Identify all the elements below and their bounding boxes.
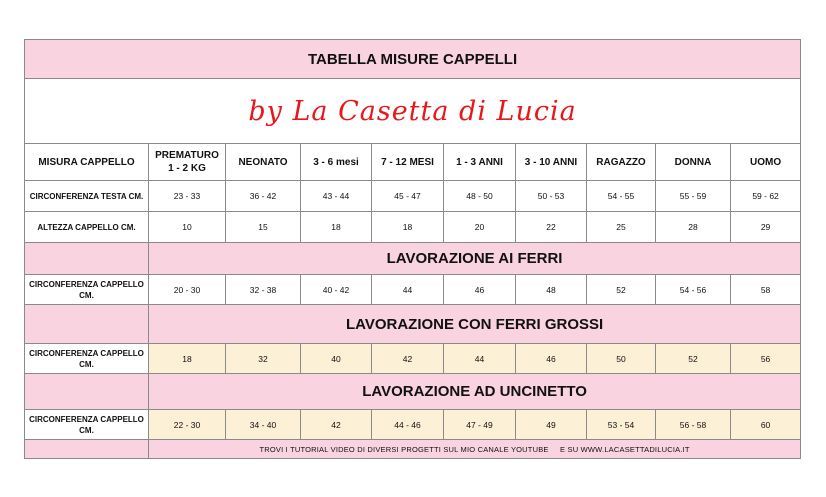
section-title-uncinetto: LAVORAZIONE AD UNCINETTO [149, 374, 801, 410]
header-size: RAGAZZO [587, 144, 656, 181]
size-table [24, 39, 801, 459]
row-label: CIRCONFERENZA CAPPELLO CM. [25, 275, 149, 305]
row-label: CIRCONFERENZA CAPPELLO CM. [25, 344, 149, 374]
cell-value: 22 [516, 212, 587, 243]
header-size: 1 - 3 ANNI [444, 144, 516, 181]
cell-value: 48 [516, 275, 587, 305]
cell-value: 18 [301, 212, 372, 243]
cell-value: 40 - 42 [301, 275, 372, 305]
section-blank-cell [25, 374, 149, 410]
cell-value: 52 [656, 344, 731, 374]
header-size: 3 - 10 ANNI [516, 144, 587, 181]
row-label: CIRCONFERENZA CAPPELLO CM. [25, 410, 149, 440]
cell-value: 52 [587, 275, 656, 305]
header-label: MISURA CAPPELLO [25, 144, 149, 181]
cell-value: 56 - 58 [656, 410, 731, 440]
section-row-ferri [25, 243, 801, 275]
cell-value: 50 [587, 344, 656, 374]
cell-value: 42 [372, 344, 444, 374]
head-circumference-row [25, 181, 801, 212]
section-blank-cell [25, 305, 149, 344]
cell-value: 25 [587, 212, 656, 243]
cell-value: 23 - 33 [149, 181, 226, 212]
header-size: UOMO [731, 144, 801, 181]
cell-value: 43 - 44 [301, 181, 372, 212]
header-size: DONNA [656, 144, 731, 181]
section-blank-cell [25, 243, 149, 275]
cell-value: 54 - 56 [656, 275, 731, 305]
cell-value: 18 [372, 212, 444, 243]
header-size: 3 - 6 mesi [301, 144, 372, 181]
cell-value: 58 [731, 275, 801, 305]
cell-value: 60 [731, 410, 801, 440]
table-title: TABELLA MISURE CAPPELLI [25, 40, 801, 79]
brand-logo-text: by La Casetta di Lucia [25, 79, 801, 144]
cell-value: 55 - 59 [656, 181, 731, 212]
cell-value: 28 [656, 212, 731, 243]
ferri-grossi-row [25, 344, 801, 374]
cell-value: 44 [444, 344, 516, 374]
cell-value: 53 - 54 [587, 410, 656, 440]
cell-value: 32 - 38 [226, 275, 301, 305]
cell-value: 56 [731, 344, 801, 374]
cell-value: 59 - 62 [731, 181, 801, 212]
cell-value: 46 [444, 275, 516, 305]
section-row-ferri-grossi [25, 305, 801, 344]
cell-value: 32 [226, 344, 301, 374]
header-size: PREMATURO 1 - 2 KG [149, 144, 226, 181]
cell-value: 18 [149, 344, 226, 374]
section-title-ferri: LAVORAZIONE AI FERRI [149, 243, 801, 275]
cell-value: 44 - 46 [372, 410, 444, 440]
section-title-ferri-grossi: LAVORAZIONE CON FERRI GROSSI [149, 305, 801, 344]
cell-value: 29 [731, 212, 801, 243]
cell-value: 44 [372, 275, 444, 305]
cell-value: 50 - 53 [516, 181, 587, 212]
cell-value: 47 - 49 [444, 410, 516, 440]
cell-value: 40 [301, 344, 372, 374]
cell-value: 20 - 30 [149, 275, 226, 305]
cell-value: 20 [444, 212, 516, 243]
cell-value: 54 - 55 [587, 181, 656, 212]
footer-note: TROVI I TUTORIAL VIDEO DI DIVERSI PROGETTI SUL MIO CANALE YOUTUBE E SU WWW.LACASETTADILUCIA.IT [149, 440, 801, 459]
cell-value: 10 [149, 212, 226, 243]
header-row [25, 144, 801, 181]
footer-blank-cell [25, 440, 149, 459]
hat-height-row [25, 212, 801, 243]
cell-value: 49 [516, 410, 587, 440]
cell-value: 22 - 30 [149, 410, 226, 440]
cell-value: 48 - 50 [444, 181, 516, 212]
cell-value: 34 - 40 [226, 410, 301, 440]
cell-value: 45 - 47 [372, 181, 444, 212]
cell-value: 36 - 42 [226, 181, 301, 212]
ferri-row [25, 275, 801, 305]
header-size: NEONATO [226, 144, 301, 181]
cell-value: 15 [226, 212, 301, 243]
cell-value: 42 [301, 410, 372, 440]
footer-row [25, 440, 801, 459]
header-size: 7 - 12 MESI [372, 144, 444, 181]
row-label: ALTEZZA CAPPELLO CM. [25, 212, 149, 243]
row-label: CIRCONFERENZA TESTA CM. [25, 181, 149, 212]
cell-value: 46 [516, 344, 587, 374]
section-row-uncinetto [25, 374, 801, 410]
uncinetto-row [25, 410, 801, 440]
